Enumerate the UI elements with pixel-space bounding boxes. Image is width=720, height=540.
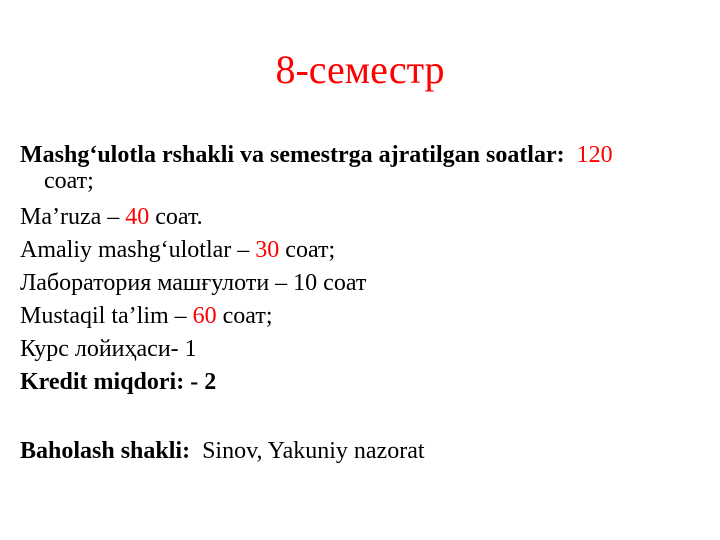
lecture-label: Ma’ruza – [20,204,126,230]
assessment-value: Sinov, Yakuniy nazorat [202,438,425,464]
practical-value: 30 [255,237,280,263]
course-project-line: Курс лойиҳаси- 1 [20,336,197,362]
slide-title: 8-семестр [275,47,445,92]
lecture-value: 40 [125,204,150,230]
practical-unit: соат; [279,237,336,263]
independent-label: Mustaqil ta’lim – [20,303,193,329]
lecture-unit: соат. [149,204,203,230]
credit-line: Kredit miqdori: - 2 [20,369,217,395]
slide-content [20,142,710,468]
practical-label: Amaliy mashg‘ulotlar – [20,237,256,263]
hours-line [20,142,710,194]
practical-line [20,234,710,267]
independent-value: 60 [192,303,217,329]
hours-unit: соат; [44,168,94,194]
hours-label: Mashg‘ulotla rshakli va semestrga ajratilgan soatlar: [20,142,565,168]
hours-value: 120 [576,142,613,168]
assessment-line [20,435,710,468]
lab-line: Лаборатория машғулоти – 10 соат [20,270,367,296]
independent-line [20,300,710,333]
assessment-label: Baholash shakli: [20,438,191,464]
independent-unit: соат; [216,303,273,329]
lecture-line [20,201,710,234]
spacer [20,399,710,435]
